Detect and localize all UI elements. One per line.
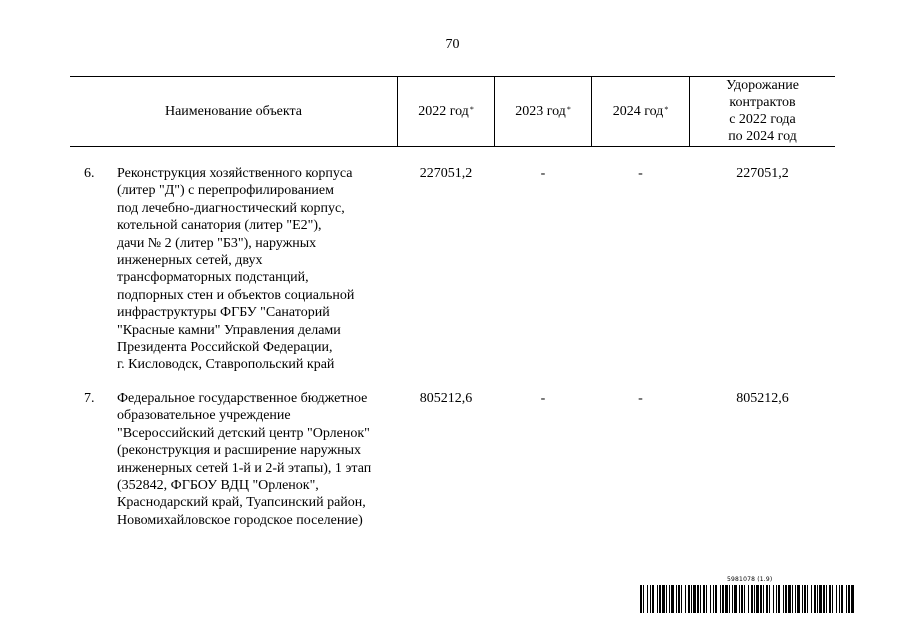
value-2024: - [638,166,643,181]
row-number: 7. [84,391,95,406]
value-2023: - [540,166,546,181]
footnote-mark: * [566,104,571,114]
value-2024: - [638,391,643,406]
value-2023: - [540,391,546,406]
barcode-label: 5981078 (1.9) [727,576,773,583]
column-header-2024: 2024 год * [592,76,689,146]
column-header-2023: 2023 год * [495,76,591,146]
value-increase: 805212,6 [736,391,789,406]
footnote-mark: * [469,104,474,114]
column-header-2022: 2022 год * [398,76,494,146]
value-2022: 805212,6 [419,391,473,406]
value-2022: 227051,2 [419,166,473,181]
column-header-name: Наименование объекта [164,103,303,119]
column-header-increase: Удорожание контрактов с 2022 года по 2024 год [726,78,799,144]
value-increase: 227051,2 [736,166,789,181]
table-header-rule [70,146,835,147]
barcode [640,585,855,613]
page-number: 70 [445,37,460,52]
row-number: 6. [84,166,95,181]
object-description: Федеральное государственное бюджетное образовательное учреждение "Всероссийский детский центр "Орленок" (реконструкция и расширение наружных инженерных сетей 1-й и 2-й этапы), 1 этап (352842, ФГБОУ ВДЦ "Орленок", Краснодарский край, Туапсинский район, Новомихайловское городское поселение) [117,391,372,528]
object-description: Реконструкция хозяйственного корпуса (литер "Д") с перепрофилированием под лечебно-диагностический корпус, котельной санатория (литер "Е2"), дачи № 2 (литер "Б3"), наружных инженерных сетей, двух трансформаторных подстанций, подпорных стен и объектов социальной инфраструктуры ФГБУ "Санаторий "Красные камни" Управления делами Президента Российской Федерации, г. Кисловодск, Ставропольский край [117,166,355,373]
footnote-mark: * [664,104,669,114]
